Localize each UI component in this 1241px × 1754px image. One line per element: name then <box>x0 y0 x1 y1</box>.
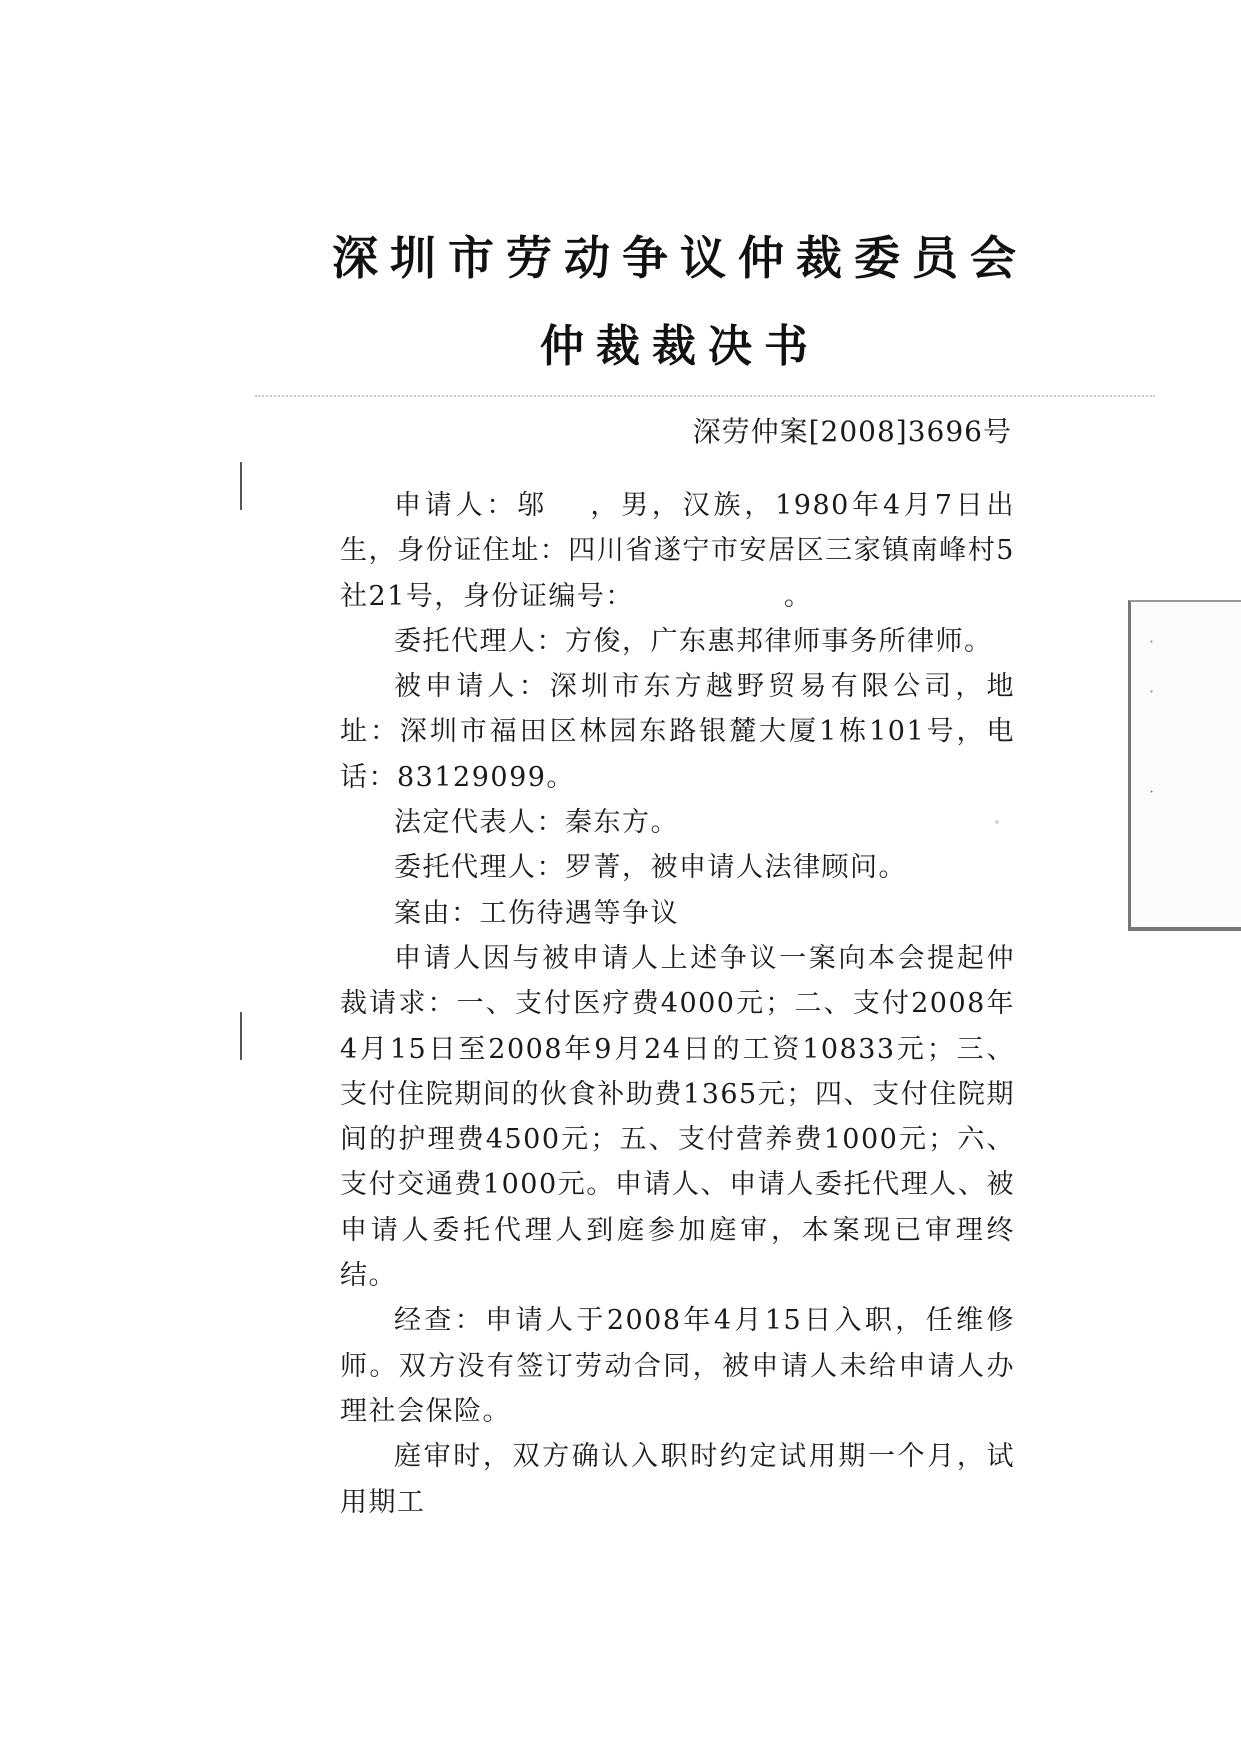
applicant-paragraph <box>340 483 1015 619</box>
document-subtitle: 仲裁裁决书 <box>540 321 820 372</box>
margin-mark <box>240 462 242 510</box>
case-cause-paragraph: 案由：工伤待遇等争议 <box>394 897 679 929</box>
hearing-paragraph: 庭审时，双方确认入职时约定试用期一个月，试用期工 <box>340 1441 1015 1518</box>
applicant-name-label: 申请人：邬 <box>394 490 549 521</box>
header-divider <box>255 395 1155 397</box>
scan-mark: · <box>1149 682 1155 701</box>
claims-paragraph: 申请人因与被申请人上述争议一案向本会提起仲裁请求：一、支付医疗费4000元；二、支付2008年4月15日至2008年9月24日的工资10833元；三、支付住院期间的伙食补助费1365元；四、支付住院期间的护理费4500元；五、支付营养费1000元；六、支付交通费1000元。申请人、申请人委托代理人、被申请人委托代理人到庭参加庭审，本案现已审理终结。 <box>340 942 1015 1292</box>
applicant-agent-paragraph: 委托代理人：方俊，广东惠邦律师事务所律师。 <box>394 625 993 657</box>
applicant-end: 。 <box>783 580 813 612</box>
applicant-details: ，男，汉族，1980年4月7日出生，身份证住址：四川省遂宁市安居区三家镇南峰村5社21号，身份证编号： <box>340 490 1016 612</box>
respondent-paragraph: 被申请人：深圳市东方越野贸易有限公司，地址：深圳市福田区林园东路银麓大厦1栋101号，电话：83129099。 <box>340 671 1015 793</box>
adjacent-page-edge <box>1128 600 1241 931</box>
respondent-agent-paragraph: 委托代理人：罗菁，被申请人法律顾问。 <box>394 852 907 884</box>
findings-paragraph: 经查：申请人于2008年4月15日入职，任维修师。双方没有签订劳动合同，被申请人未给申请人办理社会保险。 <box>340 1305 1015 1427</box>
margin-mark <box>240 1012 242 1060</box>
case-number: 深劳仲案[2008]3696号 <box>692 415 1012 448</box>
legal-representative-paragraph: 法定代表人：秦东方。 <box>394 807 679 839</box>
document-title: 深圳市劳动争议仲裁委员会 <box>332 231 1028 285</box>
scan-mark: · <box>1149 782 1155 801</box>
scan-mark: · <box>1149 632 1155 651</box>
document-body <box>340 483 1015 1525</box>
